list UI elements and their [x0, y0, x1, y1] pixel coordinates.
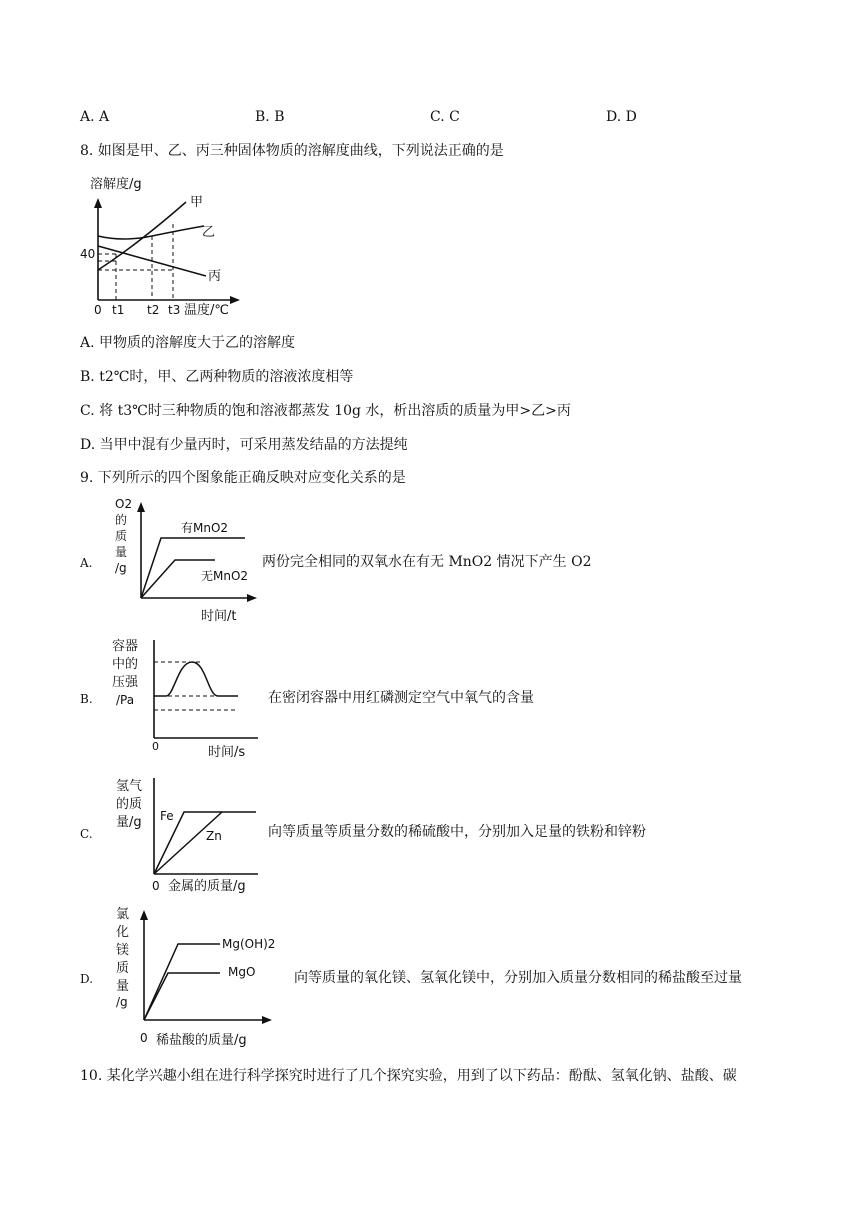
q8-stem: 8. 如图是甲、乙、丙三种固体物质的溶解度曲线，下列说法正确的是 — [80, 143, 504, 159]
q9c-x-label: 金属的质量/g — [168, 879, 246, 894]
q9a-y-label-3: 质 — [115, 529, 128, 543]
q8-option-b: B. t2℃时，甲、乙两种物质的溶液浓度相等 — [80, 369, 354, 385]
q9c-y-label-2: 的质 — [116, 797, 143, 812]
q9c-graph — [108, 772, 268, 896]
q9b-letter: B. — [80, 692, 93, 706]
q9d-curve-label-mgo: MgO — [228, 965, 256, 979]
q9b-graph — [108, 632, 268, 762]
q8-option-a: A. 甲物质的溶解度大于乙的溶解度 — [80, 335, 296, 351]
q8-option-d: D. 当甲中混有少量丙时，可采用蒸发结晶的方法提纯 — [80, 437, 408, 453]
q9b-origin: 0 — [152, 740, 159, 753]
q9b-y-label-1: 容器 — [112, 639, 139, 654]
q9d-curve-label-mgoh2: Mg(OH)2 — [222, 937, 276, 951]
q8-curve-label-bing: 丙 — [208, 269, 222, 284]
q9d-x-label: 稀盐酸的质量/g — [156, 1033, 247, 1048]
q9c-letter: C. — [80, 827, 93, 841]
q9b-y-label-2: 中的 — [112, 657, 139, 672]
q9d-description: 向等质量的氧化镁、氢氧化镁中，分别加入质量分数相同的稀盐酸至过量 — [294, 970, 742, 986]
q10-stem: 10. 某化学兴趣小组在进行科学探究时进行了几个探究实验，用到了以下药品：酚酞、氢氧化钠、盐酸、碳 — [80, 1068, 737, 1084]
q9c-y-label-1: 氢气 — [116, 779, 143, 794]
q9d-curve-mgo — [144, 973, 220, 1020]
q8-x-tick-t3: t3 — [168, 303, 181, 317]
q8-curve-label-jia: 甲 — [190, 195, 204, 210]
q8-x-label: 温度/℃ — [184, 303, 229, 318]
q9a-description: 两份完全相同的双氧水在有无 MnO2 情况下产生 O2 — [262, 554, 592, 570]
q9c-y-label-3: 量/g — [116, 815, 142, 830]
q9b-pressure-curve — [154, 662, 238, 696]
q9d-y-label-2: 化 — [116, 925, 130, 940]
q9a-x-label: 时间/t — [201, 609, 237, 624]
q9a-graph — [105, 492, 265, 626]
q9c-curve-label-fe: Fe — [160, 809, 174, 823]
q9d-y-label-5: 量 — [116, 979, 130, 994]
q8-x-tick-t2: t2 — [147, 303, 160, 317]
q7-option-b: B. B — [255, 109, 285, 125]
q9d-y-label-3: 镁 — [116, 943, 130, 958]
q8-option-c: C. 将 t3℃时三种物质的饱和溶液都蒸发 10g 水，析出溶质的质量为甲>乙>丙 — [80, 403, 571, 419]
q9d-y-label-6: /g — [116, 995, 128, 1009]
q9a-letter: A. — [80, 556, 93, 570]
q8-solubility-graph — [78, 172, 248, 322]
q9b-x-label: 时间/s — [208, 745, 246, 760]
q7-option-d: D. D — [606, 109, 637, 125]
q7-option-a: A. A — [80, 109, 110, 125]
q9d-y-label-4: 质 — [116, 961, 130, 976]
q8-origin: 0 — [94, 303, 102, 317]
q9b-y-label-3: 压强 — [112, 675, 139, 690]
q9d-graph — [108, 900, 288, 1050]
q9c-curve-label-zn: Zn — [206, 829, 222, 843]
q8-y-label: 溶解度/g — [90, 177, 142, 192]
q8-curve-yi — [98, 226, 204, 239]
q9d-origin: 0 — [140, 1031, 148, 1045]
q9c-origin: 0 — [152, 879, 160, 893]
q9d-letter: D. — [80, 972, 94, 986]
q9b-y-label-4: /Pa — [116, 693, 135, 707]
q9a-y-label-2: 的 — [115, 513, 128, 527]
q9a-y-label-1: O2 — [115, 497, 133, 511]
q8-y-tick-40: 40 — [80, 247, 96, 261]
q9d-y-label-1: 氯 — [116, 907, 130, 922]
q7-option-c: C. C — [430, 109, 460, 125]
q9d-curve-mgoh2 — [144, 944, 220, 1020]
q9a-y-label-5: /g — [115, 561, 127, 575]
q8-x-tick-t1: t1 — [112, 303, 125, 317]
q9a-y-label-4: 量 — [115, 545, 128, 559]
q9-stem: 9. 下列所示的四个图象能正确反映对应变化关系的是 — [80, 470, 406, 486]
q9a-curve-label-1: 有MnO2 — [181, 521, 229, 535]
q9a-curve-with-mno2 — [141, 538, 245, 598]
q9c-description: 向等质量等质量分数的稀硫酸中，分别加入足量的铁粉和锌粉 — [268, 824, 646, 840]
q9b-description: 在密闭容器中用红磷测定空气中氧气的含量 — [268, 690, 534, 706]
q8-curve-label-yi: 乙 — [202, 225, 216, 240]
q9a-curve-label-2: 无MnO2 — [201, 569, 249, 583]
